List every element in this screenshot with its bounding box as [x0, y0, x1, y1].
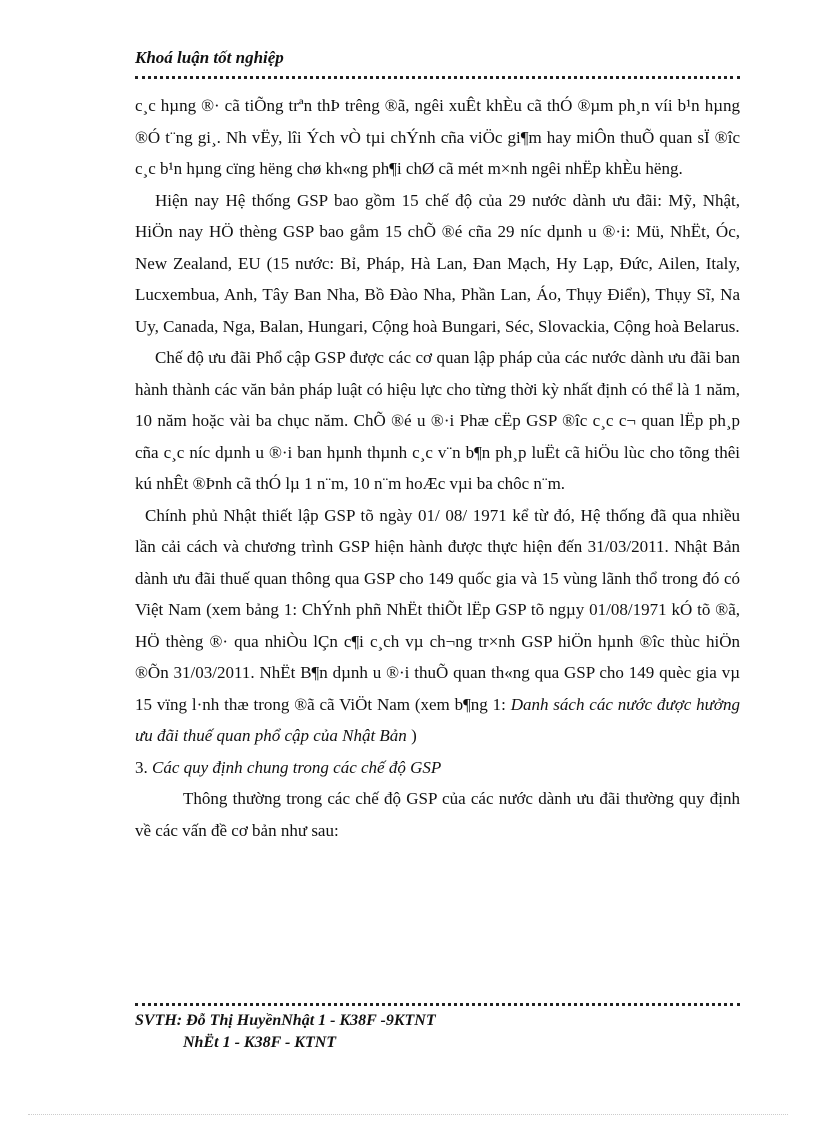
- paragraph-1: c¸c hµng ®· cã tiÕng trªn thÞ trêng ®ã, ngêi xuÊt khÈu cã thÓ ®µm ph¸n víi b¹n hµng ®Ó t¨ng gi¸. Nh vËy, lîi Ých vÒ tµi chÝnh cña viÖc gi¶m hay miÔn thuÕ quan sÏ ®îc c¸c b¹n hµng cïng hëng chø kh«ng ph¶i chØ cã mét m×nh ngêi nhËp khÈu hëng.: [135, 96, 740, 178]
- paragraph-5: Thông thường trong các chế độ GSP của các nước dành ưu đãi thường quy định về các vấn đề cơ bản như sau:: [135, 789, 740, 840]
- footer-divider: [135, 1003, 740, 1006]
- section-title: Các quy định chung trong các chế độ GSP: [152, 757, 442, 777]
- header-divider: [135, 76, 740, 79]
- paragraph-4: [135, 500, 740, 752]
- footer-class-line: NhËt 1 - K38F - KTNT: [183, 1034, 337, 1051]
- paragraph-3: Chế độ ưu đãi Phổ cập GSP được các cơ quan lập pháp của các nước dành ưu đãi ban hành thành các văn bản pháp luật có hiệu lực cho từng thời kỳ nhất định có thể là 1 năm, 10 năm hoặc vài ba chục năm. ChÕ ®é u ®·i Phæ cËp GSP ®îc c¸c c¬ quan lËp ph¸p cña c¸c níc dµnh u ®·i ban hµnh thµnh c¸c v¨n b¶n ph¸p luËt cã hiÖu lùc cho tõng thêi kú nhÊt ®Þnh cã thÓ lµ 1 n¨m, 10 n¨m hoÆc vµi ba chôc n¨m.: [135, 348, 740, 493]
- document-body: [135, 90, 740, 846]
- paragraph-2: Hiện nay Hệ thống GSP bao gồm 15 chế độ của 29 nước dành ưu đãi: Mỹ, Nhật, HiÖn nay HÖ thèng GSP bao gåm 15 chÕ ®é cña 29 níc dµnh u ®·i: Mü, NhËt, Óc, New Zealand, EU (15 nước: Bỉ, Pháp, Hà Lan, Đan Mạch, Hy Lạp, Đức, Ailen, Italy, Lucxembua, Anh, Tây Ban Nha, Bồ Đào Nha, Phần Lan, Áo, Thụy Điển), Thụy Sĩ, Na Uy, Canada, Nga, Balan, Hungari, Cộng hoà Bungari, Séc, Slovackia, Cộng hoà Belarus.: [135, 190, 740, 336]
- section-number: 3.: [135, 757, 148, 777]
- page-header-title: Khoá luận tốt nghiệp: [135, 48, 284, 67]
- page-bottom-border: [28, 1114, 788, 1115]
- section-heading: [135, 752, 740, 784]
- table-reference: Danh sách các nước được hưởng ưu đãi thuế quan phổ cập của Nhật Bản: [135, 694, 741, 745]
- closing-paren: ): [411, 726, 417, 745]
- paragraph-4-text: Chính phủ Nhật thiết lập GSP tõ ngày 01/ 08/ 1971 kể từ đó, Hệ thống đã qua nhiều lần cải cách và chương trình GSP hiện hành được thực hiện đến 31/03/2011. Nhật Bản dành ưu đãi thuế quan thông qua GSP cho 149 quốc gia và 15 vùng lãnh thổ trong đó có Việt Nam (xem bảng 1: ChÝnh phñ NhËt thiÕt lËp GSP tõ ngµy 01/08/1971 kÓ tõ ®ã, HÖ thèng ®· qua nhiÒu lÇn c¶i c¸ch vµ ch¬ng tr×nh GSP hiÖn hµnh ®îc thùc hiÖn ®Õn 31/03/2011. NhËt B¶n dµnh u ®·i thuÕ quan th«ng qua GSP cho 149 quèc gia vµ 15 vïng l·nh thæ trong ®ã cã ViÖt Nam (xem b¶ng 1:: [135, 505, 740, 714]
- footer-author-line: SVTH: Đỗ Thị HuyềnNhật 1 - K38F -9KTNT: [135, 1012, 436, 1029]
